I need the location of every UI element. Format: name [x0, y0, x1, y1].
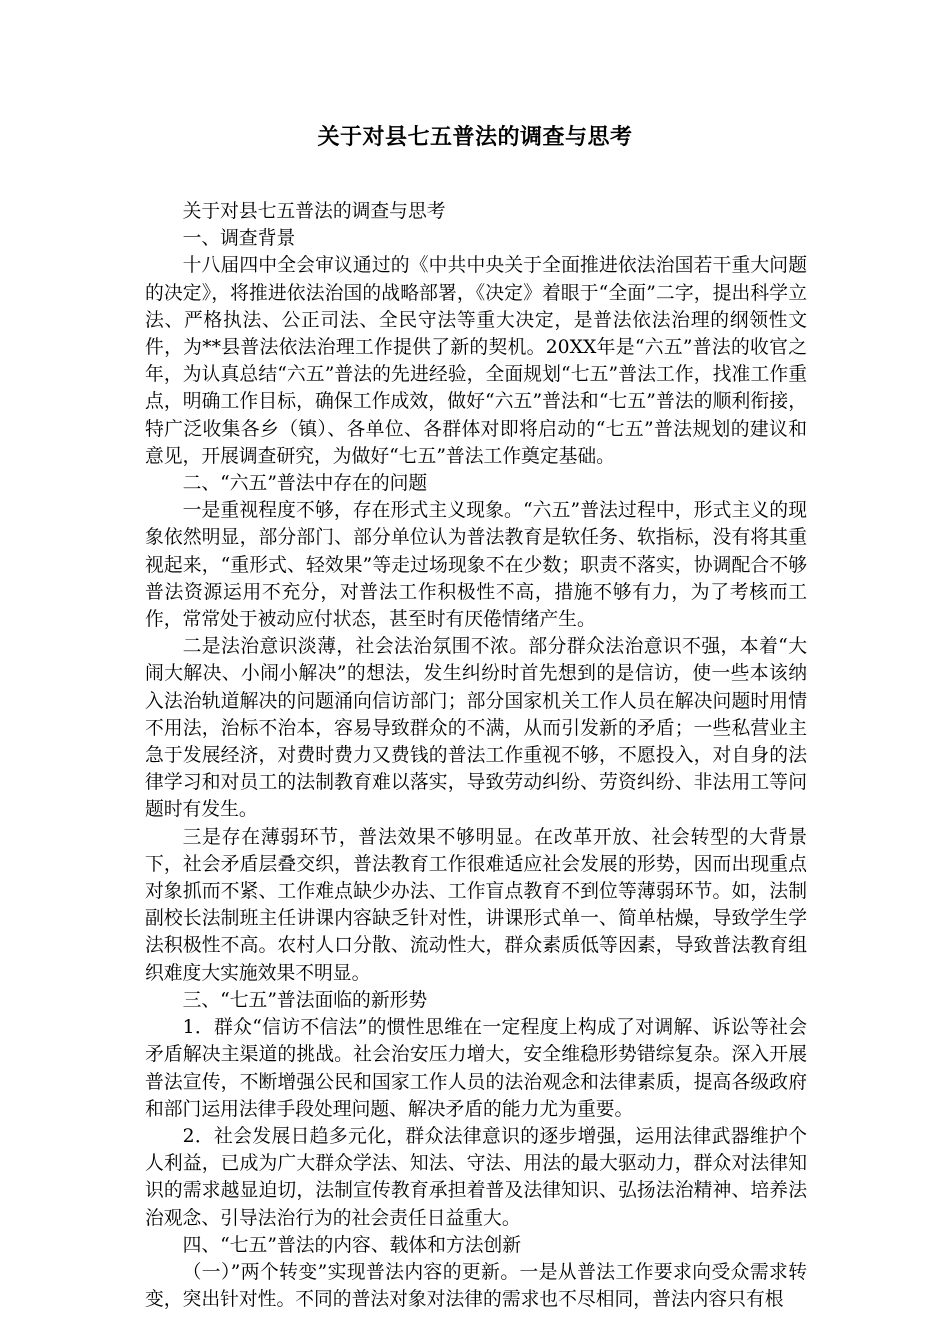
paragraph-problem-1: 一是重视程度不够，存在形式主义现象。“六五”普法过程中，形式主义的现象依然明显，部分部门、部分单位认为普法教育是软任务、软指标，没有将其重视起来，“重形式、轻效果”等走过场现象不在少数；职责不落实，协调配合不够普法资源运用不充分，对普法工作积极性不高，措施不够有力，为了考核而工作，常常处于被动应付状态，甚至时有厌倦情绪产生。 — [145, 500, 807, 631]
document-title: 关于对县七五普法的调查与思考 — [317, 124, 633, 150]
paragraph-background: 十八届四中全会审议通过的《中共中央关于全面推进依法治国若干重大问题的决定》，将推进依法治国的战略部署，《决定》着眼于“全面”二字，提出科学立法、严格执法、公正司法、全民守法等重大决定，是普法依法治理的纲领性文件，为**县普法依法治理工作提供了新的契机。20XX年是“六五”普法的收官之年，为认真总结“六五”普法的先进经验，全面规划“七五”普法工作，找准工作重点，明确工作目标，确保工作成效，做好“六五”普法和“七五”普法的顺利衔接，特广泛收集各乡（镇）、各单位、各群体对即将启动的“七五”普法规划的建议和意见，开展调查研究，为做好“七五”普法工作奠定基础。 — [145, 255, 807, 467]
document-body — [145, 198, 807, 1313]
section-heading-innovation: 四、“七五”普法的内容、载体和方法创新 — [182, 1234, 522, 1256]
paragraph-situation-1: 1．群众“信访不信法”的惯性思维在一定程度上构成了对调解、诉讼等社会矛盾解决主渠道的挑战。社会治安压力增大，安全维稳形势错综复杂。深入开展普法宣传，不断增强公民和国家工作人员的法治观念和法律素质，提高各级政府和部门运用法律手段处理问题、解决矛盾的能力尤为重要。 — [145, 1017, 807, 1120]
paragraph-problem-2: 二是法治意识淡薄，社会法治氛围不浓。部分群众法治意识不强，本着“大闹大解决、小闹小解决”的想法，发生纠纷时首先想到的是信访，使一些本该纳入法治轨道解决的问题涌向信访部门；部分国家机关工作人员在解决问题时用情不用法，治标不治本，容易导致群众的不满，从而引发新的矛盾；一些私营业主急于发展经济，对费时费力又费钱的普法工作重视不够，不愿投入，对自身的法律学习和对员工的法制教育难以落实，导致劳动纠纷、劳资纠纷、非法用工等问题时有发生。 — [145, 636, 807, 821]
section-heading-background: 一、调查背景 — [182, 228, 296, 250]
paragraph-repeated-title: 关于对县七五普法的调查与思考 — [182, 201, 446, 222]
paragraph-situation-2: 2．社会发展日趋多元化，群众法律意识的逐步增强，运用法律武器维护个人利益，已成为广大群众学法、知法、守法、用法的最大驱动力，群众对法律知识的需求越显迫切，法制宣传教育承担着普及法律知识、弘扬法治精神、培养法治观念、引导法治行为的社会责任日益重大。 — [145, 1125, 807, 1229]
section-heading-problems: 二、“六五”普法中存在的问题 — [182, 473, 428, 495]
paragraph-problem-3: 三是存在薄弱环节，普法效果不够明显。在改革开放、社会转型的大背景下，社会矛盾层叠交织，普法教育工作很难适应社会发展的形势，因而出现重点对象抓而不紧、工作难点缺少办法、工作盲点教育不到位等薄弱环节。如，法制副校长法制班主任讲课内容缺乏针对性，讲课形式单一、简单枯燥，导致学生学法积极性不高。农村人口分散、流动性大，群众素质低等因素，导致普法教育组织难度大实施效果不明显。 — [145, 826, 807, 984]
section-heading-new-situation: 三、“七五”普法面临的新形势 — [182, 989, 428, 1011]
paragraph-innovation-1: （一）”两个转变”实现普法内容的更新。一是从普法工作要求向受众需求转变，突出针对性。不同的普法对象对法律的需求也不尽相同，普法内容只有根 — [145, 1261, 807, 1311]
